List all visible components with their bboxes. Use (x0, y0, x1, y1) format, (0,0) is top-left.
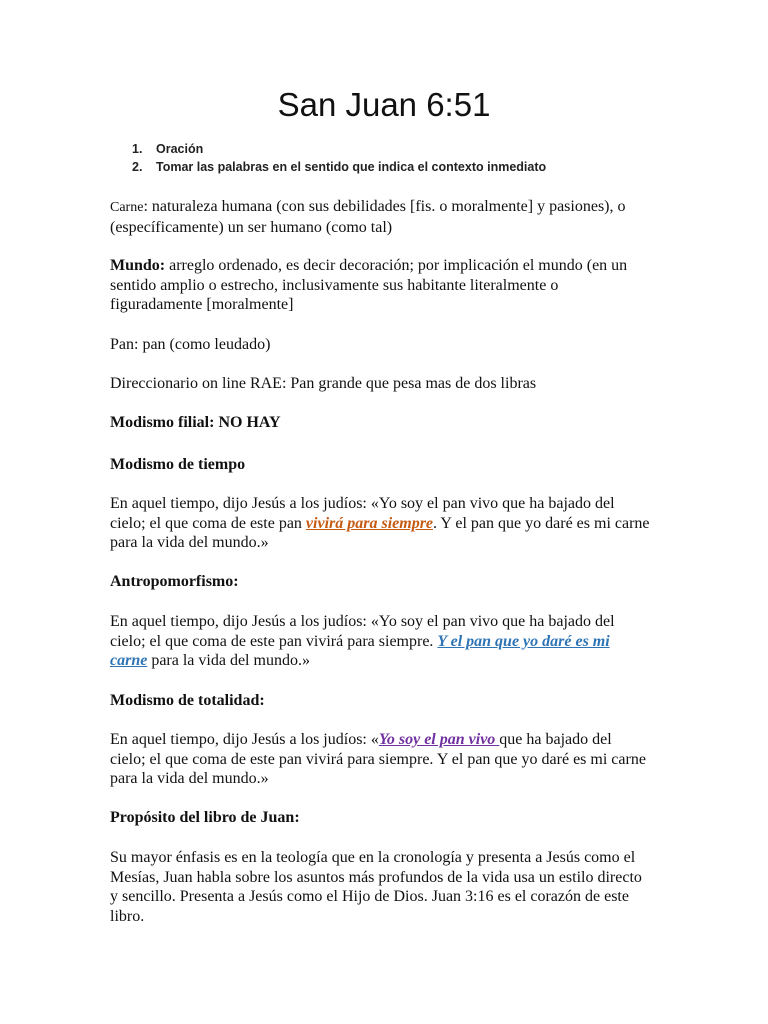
totalidad-heading: Modismo de totalidad: (110, 692, 265, 709)
diccionario-definition (110, 374, 650, 394)
paragraph-text: . Y el pan que yo daré es mi carne para la vida del mundo.» (110, 514, 650, 552)
modismo-tiempo-paragraph (110, 494, 650, 553)
proposito-heading: Propósito del libro de Juan: (110, 809, 300, 826)
modismo-tiempo-heading: Modismo de tiempo (110, 456, 246, 473)
pan-text: Pan: pan (como leudado) (110, 336, 271, 353)
pan-definition (110, 335, 650, 355)
paragraph-text: En aquel tiempo, dijo Jesús a los judíos: «Yo soy el pan vivo que ha bajado del cielo; el que coma de este pan vivirá para siempre. (110, 613, 615, 650)
antropomorfismo-heading: Antropomorfismo: (110, 573, 239, 590)
carne-definition (110, 197, 650, 237)
proposito-text: Su mayor énfasis es en la teología que en la cronología y presenta a Jesús como el Mesías, Juan habla sobre los asuntos más profundos de la vida usa un estilo directo y sencillo. Presenta a Jesús como el Hijo de Dios. Juan 3:16 es el corazón de este libro. (110, 849, 642, 925)
proposito-paragraph (110, 848, 650, 926)
paragraph-text: que ha bajado del cielo; el que coma de este pan vivirá para siempre. Y el pan que yo daré es mi carne para la vida del mundo.» (110, 731, 646, 788)
paragraph-text: En aquel tiempo, dijo Jesús a los judíos: « (110, 731, 379, 748)
antropomorfismo-heading-block (110, 572, 650, 592)
mundo-definition (110, 256, 650, 315)
list-number: 2. (132, 160, 143, 174)
highlight-blue: Y el pan que yo daré es mi carne (110, 632, 610, 670)
proposito-heading-block (110, 808, 650, 828)
list-item (132, 140, 546, 158)
numbered-list (132, 140, 546, 176)
highlight-purple: Yo soy el pan vivo (378, 731, 500, 748)
paragraph-text: En aquel tiempo, dijo Jesús a los judíos: «Yo soy el pan vivo que ha bajado del cielo; el que coma de este pan (110, 495, 615, 532)
carne-label: Carne (110, 200, 144, 215)
modismo-tiempo-heading-block (110, 455, 650, 475)
carne-text: : naturaleza humana (con sus debilidades [fis. o moralmente] y pasiones), o (específicamente) un ser humano (como tal) (110, 198, 626, 236)
diccionario-text: Direccionario on line RAE: Pan grande que pesa mas de dos libras (110, 375, 537, 392)
totalidad-heading-block (110, 691, 650, 711)
paragraph-text: para la vida del mundo.» (147, 652, 310, 670)
list-text: Tomar las palabras en el sentido que indica el contexto inmediato (156, 160, 547, 174)
mundo-text: arreglo ordenado, es decir decoración; por implicación el mundo (en un sentido amplio o estrecho, inclusivamente sus habitante literalmente o figuradamente [moralmente] (110, 257, 628, 314)
highlight-orange: vivirá para siempre (305, 514, 434, 532)
antropomorfismo-paragraph (110, 612, 650, 671)
modismo-filial (110, 413, 650, 433)
list-item (132, 158, 546, 176)
list-text: Oración (156, 142, 204, 156)
modismo-filial-text: Modismo filial: NO HAY (110, 414, 281, 431)
page-title: San Juan 6:51 (277, 86, 491, 123)
list-number: 1. (132, 142, 143, 156)
mundo-label: Mundo: (110, 257, 166, 274)
totalidad-paragraph (110, 730, 650, 789)
